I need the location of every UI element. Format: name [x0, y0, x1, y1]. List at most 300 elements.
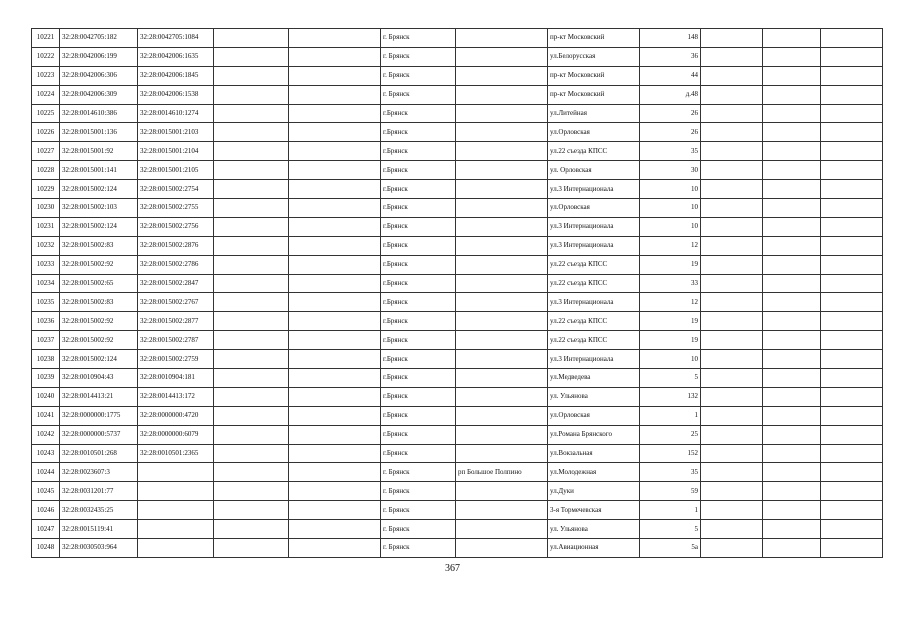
- cell-house-number: 59: [640, 482, 701, 501]
- cell-house-number: 19: [640, 331, 701, 350]
- table-row: [32, 104, 883, 123]
- cell-empty-col-4: [214, 255, 289, 274]
- cell-empty-col-5: [289, 85, 381, 104]
- cell-empty-col-12: [821, 444, 883, 463]
- cell-empty-col-11: [763, 312, 821, 331]
- cell-row-number: 10238: [32, 350, 60, 369]
- cell-house-number: 1: [640, 501, 701, 520]
- cell-row-number: 10230: [32, 199, 60, 218]
- cell-city: г.Брянск: [381, 425, 456, 444]
- cell-cadastral-number: 32:28:0015002:124: [60, 350, 138, 369]
- cell-city: г. Брянск: [381, 520, 456, 539]
- cell-empty-col-12: [821, 217, 883, 236]
- table-row: [32, 161, 883, 180]
- cell-cadastral-number: 32:28:0042006:199: [60, 47, 138, 66]
- table-row: [32, 66, 883, 85]
- cell-street: ул.Белорусская: [548, 47, 640, 66]
- cell-city: г. Брянск: [381, 47, 456, 66]
- cell-empty-col-11: [763, 539, 821, 558]
- cell-empty-col-11: [763, 199, 821, 218]
- table-row: [32, 180, 883, 199]
- table-row: [32, 47, 883, 66]
- cell-empty-col-4: [214, 331, 289, 350]
- cell-settlement: [456, 255, 548, 274]
- cell-empty-col-4: [214, 520, 289, 539]
- cell-city: г.Брянск: [381, 350, 456, 369]
- cell-building-cadastral-number: [138, 482, 214, 501]
- cell-building-cadastral-number: 32:28:0015002:2754: [138, 180, 214, 199]
- cell-house-number: 25: [640, 425, 701, 444]
- cell-row-number: 10240: [32, 387, 60, 406]
- cell-empty-col-10: [701, 47, 763, 66]
- cell-row-number: 10231: [32, 217, 60, 236]
- cell-empty-col-12: [821, 66, 883, 85]
- cell-empty-col-11: [763, 217, 821, 236]
- cell-empty-col-5: [289, 255, 381, 274]
- cell-street: ул.3 Интернационала: [548, 180, 640, 199]
- table-row: [32, 255, 883, 274]
- cell-cadastral-number: 32:28:0031201:77: [60, 482, 138, 501]
- cell-empty-col-5: [289, 482, 381, 501]
- cell-cadastral-number: 32:28:0015001:141: [60, 161, 138, 180]
- cell-house-number: 5: [640, 520, 701, 539]
- cell-empty-col-12: [821, 463, 883, 482]
- cell-cadastral-number: 32:28:0015002:92: [60, 331, 138, 350]
- cell-street: пр-кт Московский: [548, 85, 640, 104]
- table-row: [32, 331, 883, 350]
- cell-street: ул.Дуки: [548, 482, 640, 501]
- cell-empty-col-12: [821, 142, 883, 161]
- cell-empty-col-10: [701, 406, 763, 425]
- cell-settlement: [456, 482, 548, 501]
- cell-empty-col-4: [214, 217, 289, 236]
- cell-empty-col-4: [214, 180, 289, 199]
- cell-empty-col-4: [214, 293, 289, 312]
- cell-empty-col-12: [821, 255, 883, 274]
- cell-building-cadastral-number: 32:28:0014610:1274: [138, 104, 214, 123]
- cell-cadastral-number: 32:28:0015119:41: [60, 520, 138, 539]
- cell-empty-col-12: [821, 274, 883, 293]
- cell-empty-col-12: [821, 29, 883, 48]
- cell-building-cadastral-number: 32:28:0042705:1084: [138, 29, 214, 48]
- cell-row-number: 10243: [32, 444, 60, 463]
- cell-city: г. Брянск: [381, 539, 456, 558]
- cell-building-cadastral-number: 32:28:0014413:172: [138, 387, 214, 406]
- cell-cadastral-number: 32:28:0015001:92: [60, 142, 138, 161]
- cell-cadastral-number: 32:28:0015002:92: [60, 255, 138, 274]
- cell-row-number: 10236: [32, 312, 60, 331]
- table-row: [32, 425, 883, 444]
- cell-cadastral-number: 32:28:0042705:182: [60, 29, 138, 48]
- cell-city: г.Брянск: [381, 161, 456, 180]
- cell-empty-col-10: [701, 520, 763, 539]
- cell-empty-col-5: [289, 369, 381, 388]
- cell-empty-col-11: [763, 406, 821, 425]
- table-row: [32, 274, 883, 293]
- cell-street: ул.Вокзальная: [548, 444, 640, 463]
- cell-empty-col-10: [701, 463, 763, 482]
- cell-empty-col-11: [763, 104, 821, 123]
- cell-settlement: [456, 274, 548, 293]
- cell-empty-col-12: [821, 350, 883, 369]
- cell-empty-col-10: [701, 293, 763, 312]
- cell-house-number: 30: [640, 161, 701, 180]
- cell-house-number: 10: [640, 217, 701, 236]
- cell-house-number: 12: [640, 236, 701, 255]
- cell-empty-col-5: [289, 29, 381, 48]
- cell-house-number: 44: [640, 66, 701, 85]
- cell-house-number: 132: [640, 387, 701, 406]
- cell-empty-col-10: [701, 482, 763, 501]
- cell-house-number: 35: [640, 463, 701, 482]
- cell-empty-col-12: [821, 520, 883, 539]
- table-row: [32, 142, 883, 161]
- cell-empty-col-10: [701, 161, 763, 180]
- cell-empty-col-12: [821, 425, 883, 444]
- cell-empty-col-10: [701, 539, 763, 558]
- cell-empty-col-5: [289, 199, 381, 218]
- cell-cadastral-number: 32:28:0015002:83: [60, 236, 138, 255]
- cell-house-number: 19: [640, 312, 701, 331]
- cell-empty-col-10: [701, 501, 763, 520]
- cell-street: ул.22 съезда КПСС: [548, 142, 640, 161]
- table-row: [32, 236, 883, 255]
- cell-building-cadastral-number: 32:28:0042006:1845: [138, 66, 214, 85]
- cell-empty-col-10: [701, 236, 763, 255]
- cell-empty-col-5: [289, 161, 381, 180]
- cell-empty-col-10: [701, 104, 763, 123]
- cell-settlement: [456, 217, 548, 236]
- cell-cadastral-number: 32:28:0015002:83: [60, 293, 138, 312]
- cell-house-number: 5а: [640, 539, 701, 558]
- cell-settlement: [456, 312, 548, 331]
- cell-settlement: [456, 501, 548, 520]
- cell-building-cadastral-number: 32:28:0000000:6079: [138, 425, 214, 444]
- cell-empty-col-11: [763, 142, 821, 161]
- cell-street: ул.Орловская: [548, 406, 640, 425]
- cell-building-cadastral-number: [138, 463, 214, 482]
- cell-building-cadastral-number: [138, 520, 214, 539]
- table-row: [32, 444, 883, 463]
- cell-row-number: 10229: [32, 180, 60, 199]
- cell-empty-col-4: [214, 29, 289, 48]
- cell-empty-col-5: [289, 66, 381, 85]
- cell-empty-col-5: [289, 236, 381, 255]
- cell-house-number: 12: [640, 293, 701, 312]
- cell-house-number: 19: [640, 255, 701, 274]
- cell-street: 3-я Тормечевская: [548, 501, 640, 520]
- cell-row-number: 10224: [32, 85, 60, 104]
- cell-settlement: [456, 66, 548, 85]
- cell-empty-col-11: [763, 501, 821, 520]
- cell-house-number: 152: [640, 444, 701, 463]
- cell-cadastral-number: 32:28:0014610:386: [60, 104, 138, 123]
- cell-street: ул.Романа Брянского: [548, 425, 640, 444]
- cell-empty-col-5: [289, 539, 381, 558]
- cell-city: г.Брянск: [381, 444, 456, 463]
- cell-settlement: рп Большое Полпино: [456, 463, 548, 482]
- cell-settlement: [456, 161, 548, 180]
- cell-empty-col-4: [214, 463, 289, 482]
- cell-empty-col-4: [214, 123, 289, 142]
- cell-empty-col-11: [763, 425, 821, 444]
- cell-settlement: [456, 406, 548, 425]
- cell-empty-col-5: [289, 47, 381, 66]
- cell-empty-col-5: [289, 312, 381, 331]
- cell-building-cadastral-number: 32:28:0015002:2767: [138, 293, 214, 312]
- cell-cadastral-number: 32:28:0015002:124: [60, 217, 138, 236]
- cell-house-number: д.48: [640, 85, 701, 104]
- cell-empty-col-12: [821, 104, 883, 123]
- cell-empty-col-12: [821, 123, 883, 142]
- cell-cadastral-number: 32:28:0015001:136: [60, 123, 138, 142]
- cell-empty-col-10: [701, 350, 763, 369]
- cell-row-number: 10239: [32, 369, 60, 388]
- cell-cadastral-number: 32:28:0042006:309: [60, 85, 138, 104]
- cell-empty-col-10: [701, 444, 763, 463]
- cell-empty-col-4: [214, 350, 289, 369]
- cell-city: г. Брянск: [381, 66, 456, 85]
- cell-empty-col-11: [763, 123, 821, 142]
- cell-empty-col-4: [214, 236, 289, 255]
- cell-building-cadastral-number: 32:28:0015002:2786: [138, 255, 214, 274]
- cell-settlement: [456, 293, 548, 312]
- cell-empty-col-5: [289, 406, 381, 425]
- cell-row-number: 10222: [32, 47, 60, 66]
- cell-empty-col-4: [214, 425, 289, 444]
- cell-empty-col-12: [821, 501, 883, 520]
- cell-cadastral-number: 32:28:0000000:1775: [60, 406, 138, 425]
- cell-empty-col-10: [701, 387, 763, 406]
- cell-row-number: 10234: [32, 274, 60, 293]
- table-row: [32, 406, 883, 425]
- cell-building-cadastral-number: 32:28:0010501:2365: [138, 444, 214, 463]
- cell-empty-col-11: [763, 331, 821, 350]
- cell-cadastral-number: 32:28:0030503:964: [60, 539, 138, 558]
- cell-cadastral-number: 32:28:0015002:124: [60, 180, 138, 199]
- cell-empty-col-10: [701, 255, 763, 274]
- cell-city: г.Брянск: [381, 199, 456, 218]
- cell-empty-col-5: [289, 501, 381, 520]
- cell-building-cadastral-number: 32:28:0015001:2103: [138, 123, 214, 142]
- table-row: [32, 463, 883, 482]
- cell-empty-col-10: [701, 66, 763, 85]
- cell-empty-col-11: [763, 274, 821, 293]
- cell-house-number: 10: [640, 180, 701, 199]
- cell-empty-col-10: [701, 29, 763, 48]
- cell-empty-col-5: [289, 350, 381, 369]
- cell-empty-col-10: [701, 331, 763, 350]
- cell-empty-col-11: [763, 255, 821, 274]
- cell-empty-col-11: [763, 293, 821, 312]
- cell-settlement: [456, 29, 548, 48]
- cell-city: г. Брянск: [381, 482, 456, 501]
- cell-empty-col-10: [701, 425, 763, 444]
- table-row: [32, 482, 883, 501]
- cell-empty-col-10: [701, 369, 763, 388]
- table-row: [32, 217, 883, 236]
- cell-settlement: [456, 180, 548, 199]
- cell-street: ул.3 Интернационала: [548, 236, 640, 255]
- cell-house-number: 5: [640, 369, 701, 388]
- cell-empty-col-4: [214, 66, 289, 85]
- cell-building-cadastral-number: 32:28:0015002:2759: [138, 350, 214, 369]
- cell-building-cadastral-number: 32:28:0015002:2876: [138, 236, 214, 255]
- cell-building-cadastral-number: 32:28:0042006:1538: [138, 85, 214, 104]
- cell-empty-col-11: [763, 85, 821, 104]
- cell-row-number: 10223: [32, 66, 60, 85]
- table-row: [32, 350, 883, 369]
- cell-street: ул.22 съезда КПСС: [548, 274, 640, 293]
- cell-empty-col-4: [214, 312, 289, 331]
- cell-empty-col-4: [214, 482, 289, 501]
- cell-settlement: [456, 387, 548, 406]
- cell-house-number: 10: [640, 350, 701, 369]
- cell-empty-col-5: [289, 180, 381, 199]
- cell-empty-col-12: [821, 199, 883, 218]
- cell-empty-col-10: [701, 142, 763, 161]
- cell-house-number: 35: [640, 142, 701, 161]
- cell-empty-col-11: [763, 369, 821, 388]
- cell-city: г. Брянск: [381, 85, 456, 104]
- cell-house-number: 36: [640, 47, 701, 66]
- cell-house-number: 1: [640, 406, 701, 425]
- cell-row-number: 10221: [32, 29, 60, 48]
- cell-empty-col-10: [701, 274, 763, 293]
- cell-house-number: 148: [640, 29, 701, 48]
- cell-city: г.Брянск: [381, 255, 456, 274]
- table-row: [32, 123, 883, 142]
- cell-cadastral-number: 32:28:0032435:25: [60, 501, 138, 520]
- cell-empty-col-5: [289, 520, 381, 539]
- cell-empty-col-11: [763, 520, 821, 539]
- cell-city: г. Брянск: [381, 501, 456, 520]
- cell-street: ул. Ульянова: [548, 387, 640, 406]
- cell-settlement: [456, 199, 548, 218]
- cell-empty-col-11: [763, 236, 821, 255]
- registry-table: [31, 28, 883, 558]
- cell-settlement: [456, 47, 548, 66]
- cell-city: г.Брянск: [381, 293, 456, 312]
- cell-empty-col-10: [701, 217, 763, 236]
- cell-empty-col-4: [214, 444, 289, 463]
- cell-settlement: [456, 142, 548, 161]
- cell-building-cadastral-number: 32:28:0042006:1635: [138, 47, 214, 66]
- cell-city: г.Брянск: [381, 104, 456, 123]
- cell-row-number: 10233: [32, 255, 60, 274]
- cell-empty-col-4: [214, 501, 289, 520]
- cell-street: ул.Медведева: [548, 369, 640, 388]
- cell-street: ул.3 Интернационала: [548, 217, 640, 236]
- cell-street: ул.22 съезда КПСС: [548, 331, 640, 350]
- cell-empty-col-12: [821, 85, 883, 104]
- cell-building-cadastral-number: 32:28:0015002:2787: [138, 331, 214, 350]
- cell-building-cadastral-number: [138, 501, 214, 520]
- registry-table-body: [32, 29, 883, 558]
- cell-building-cadastral-number: [138, 539, 214, 558]
- cell-settlement: [456, 350, 548, 369]
- table-row: [32, 369, 883, 388]
- cell-house-number: 33: [640, 274, 701, 293]
- cell-city: г.Брянск: [381, 142, 456, 161]
- cell-empty-col-5: [289, 104, 381, 123]
- cell-street: ул.Авиационная: [548, 539, 640, 558]
- cell-street: ул. Орловская: [548, 161, 640, 180]
- cell-cadastral-number: 32:28:0023607:3: [60, 463, 138, 482]
- cell-row-number: 10245: [32, 482, 60, 501]
- cell-building-cadastral-number: 32:28:0015002:2877: [138, 312, 214, 331]
- page-number: 367: [445, 563, 460, 574]
- cell-empty-col-5: [289, 444, 381, 463]
- table-row: [32, 501, 883, 520]
- cell-street: ул.22 съезда КПСС: [548, 312, 640, 331]
- cell-empty-col-5: [289, 387, 381, 406]
- cell-building-cadastral-number: 32:28:0015002:2847: [138, 274, 214, 293]
- table-row: [32, 387, 883, 406]
- cell-street: ул.3 Интернационала: [548, 293, 640, 312]
- cell-street: ул.22 съезда КПСС: [548, 255, 640, 274]
- cell-empty-col-12: [821, 180, 883, 199]
- cell-settlement: [456, 123, 548, 142]
- cell-empty-col-5: [289, 217, 381, 236]
- cell-cadastral-number: 32:28:0014413:21: [60, 387, 138, 406]
- cell-building-cadastral-number: 32:28:0010904:181: [138, 369, 214, 388]
- cell-building-cadastral-number: 32:28:0015001:2104: [138, 142, 214, 161]
- cell-empty-col-5: [289, 463, 381, 482]
- table-row: [32, 312, 883, 331]
- cell-empty-col-12: [821, 236, 883, 255]
- cell-row-number: 10237: [32, 331, 60, 350]
- cell-row-number: 10241: [32, 406, 60, 425]
- cell-building-cadastral-number: 32:28:0015002:2755: [138, 199, 214, 218]
- cell-settlement: [456, 369, 548, 388]
- table-row: [32, 199, 883, 218]
- cell-empty-col-11: [763, 47, 821, 66]
- cell-house-number: 26: [640, 123, 701, 142]
- cell-settlement: [456, 236, 548, 255]
- cell-row-number: 10228: [32, 161, 60, 180]
- cell-cadastral-number: 32:28:0015002:103: [60, 199, 138, 218]
- cell-empty-col-4: [214, 387, 289, 406]
- cell-empty-col-11: [763, 66, 821, 85]
- cell-cadastral-number: 32:28:0000000:5737: [60, 425, 138, 444]
- cell-row-number: 10227: [32, 142, 60, 161]
- cell-empty-col-4: [214, 199, 289, 218]
- cell-empty-col-11: [763, 444, 821, 463]
- cell-street: пр-кт Московский: [548, 29, 640, 48]
- cell-empty-col-5: [289, 331, 381, 350]
- cell-settlement: [456, 520, 548, 539]
- cell-street: ул.Орловская: [548, 123, 640, 142]
- cell-cadastral-number: 32:28:0010904:43: [60, 369, 138, 388]
- cell-settlement: [456, 539, 548, 558]
- cell-empty-col-5: [289, 274, 381, 293]
- cell-settlement: [456, 331, 548, 350]
- cell-empty-col-10: [701, 180, 763, 199]
- cell-city: г.Брянск: [381, 274, 456, 293]
- cell-empty-col-12: [821, 312, 883, 331]
- cell-city: г.Брянск: [381, 387, 456, 406]
- cell-row-number: 10247: [32, 520, 60, 539]
- cell-empty-col-10: [701, 123, 763, 142]
- cell-empty-col-4: [214, 142, 289, 161]
- cell-settlement: [456, 85, 548, 104]
- table-row: [32, 520, 883, 539]
- cell-street: ул.Орловская: [548, 199, 640, 218]
- cell-empty-col-4: [214, 104, 289, 123]
- cell-empty-col-12: [821, 161, 883, 180]
- cell-row-number: 10244: [32, 463, 60, 482]
